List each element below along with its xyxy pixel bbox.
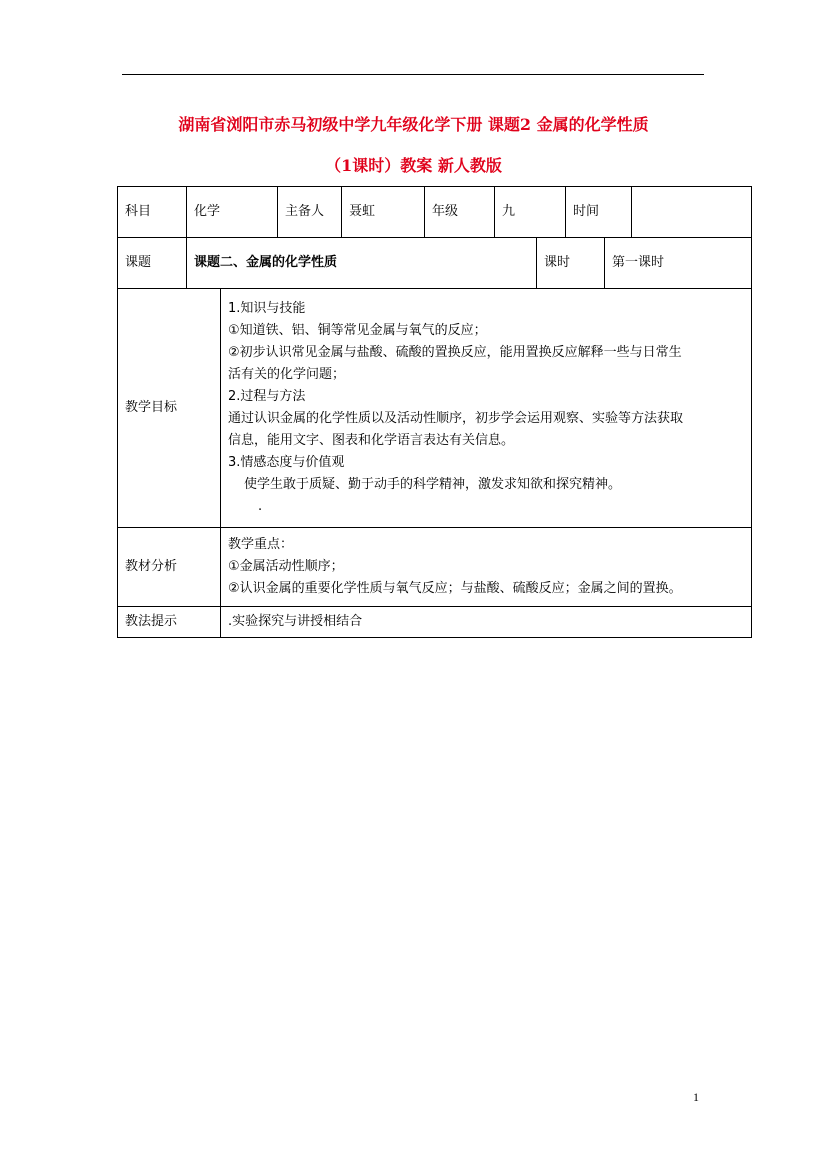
- objective-line: ②初步认识常见金属与盐酸、硫酸的置换反应，能用置换反应解释一些与日常生: [228, 345, 682, 360]
- analysis-line: ①金属活动性顺序；: [228, 559, 344, 574]
- objective-line: 活有关的化学问题；: [228, 367, 346, 382]
- document-title-line-2: （1课时）教案 新人教版: [325, 156, 502, 175]
- preparer-label: 主备人: [278, 187, 342, 238]
- table-row-analysis: [118, 528, 752, 607]
- method-label: 教法提示: [118, 607, 221, 638]
- analysis-label: 教材分析: [118, 528, 221, 607]
- table-row-topic: [118, 238, 752, 289]
- analysis-line: ②认识金属的重要化学性质与氧气反应；与盐酸、硫酸反应；金属之间的置换。: [228, 581, 682, 596]
- lesson-plan-table: [117, 186, 752, 638]
- topic-value: 课题二、金属的化学性质: [187, 238, 537, 289]
- preparer-value: 聂虹: [342, 187, 425, 238]
- table-row-info: [118, 187, 752, 238]
- objective-line: 通过认识金属的化学性质以及活动性顺序，初步学会运用观察、实验等方法获取: [228, 411, 684, 426]
- analysis-line: 教学重点：: [228, 537, 294, 552]
- objective-line: ①知道铁、铝、铜等常见金属与氧气的反应；: [228, 323, 487, 338]
- period-value: 第一课时: [605, 238, 752, 289]
- objective-line: 使学生敢于质疑、勤于动手的科学精神，激发求知欲和探究精神。: [244, 477, 622, 492]
- objectives-label: 教学目标: [118, 289, 221, 528]
- topic-label: 课题: [118, 238, 187, 289]
- table-row-method: [118, 607, 752, 638]
- time-label: 时间: [566, 187, 632, 238]
- objective-line: 3.情感态度与价值观: [228, 455, 345, 470]
- objective-line: 信息，能用文字、图表和化学语言表达有关信息。: [228, 433, 515, 448]
- analysis-content: [221, 528, 752, 607]
- time-value: [632, 187, 752, 238]
- page-number: 1: [693, 1090, 699, 1104]
- method-value: .实验探究与讲授相结合: [221, 607, 752, 638]
- header-rule: [122, 74, 704, 75]
- grade-label: 年级: [425, 187, 495, 238]
- objective-line: 2.过程与方法: [228, 389, 306, 404]
- period-label: 课时: [537, 238, 605, 289]
- objective-line: 1.知识与技能: [228, 301, 306, 316]
- objectives-content: [221, 289, 752, 528]
- subject-label: 科目: [118, 187, 187, 238]
- grade-value: 九: [495, 187, 566, 238]
- table-row-objectives: [118, 289, 752, 528]
- document-title-line-1: 湖南省浏阳市赤马初级中学九年级化学下册 课题2 金属的化学性质: [178, 115, 649, 134]
- objective-line: .: [258, 499, 263, 514]
- subject-value: 化学: [187, 187, 278, 238]
